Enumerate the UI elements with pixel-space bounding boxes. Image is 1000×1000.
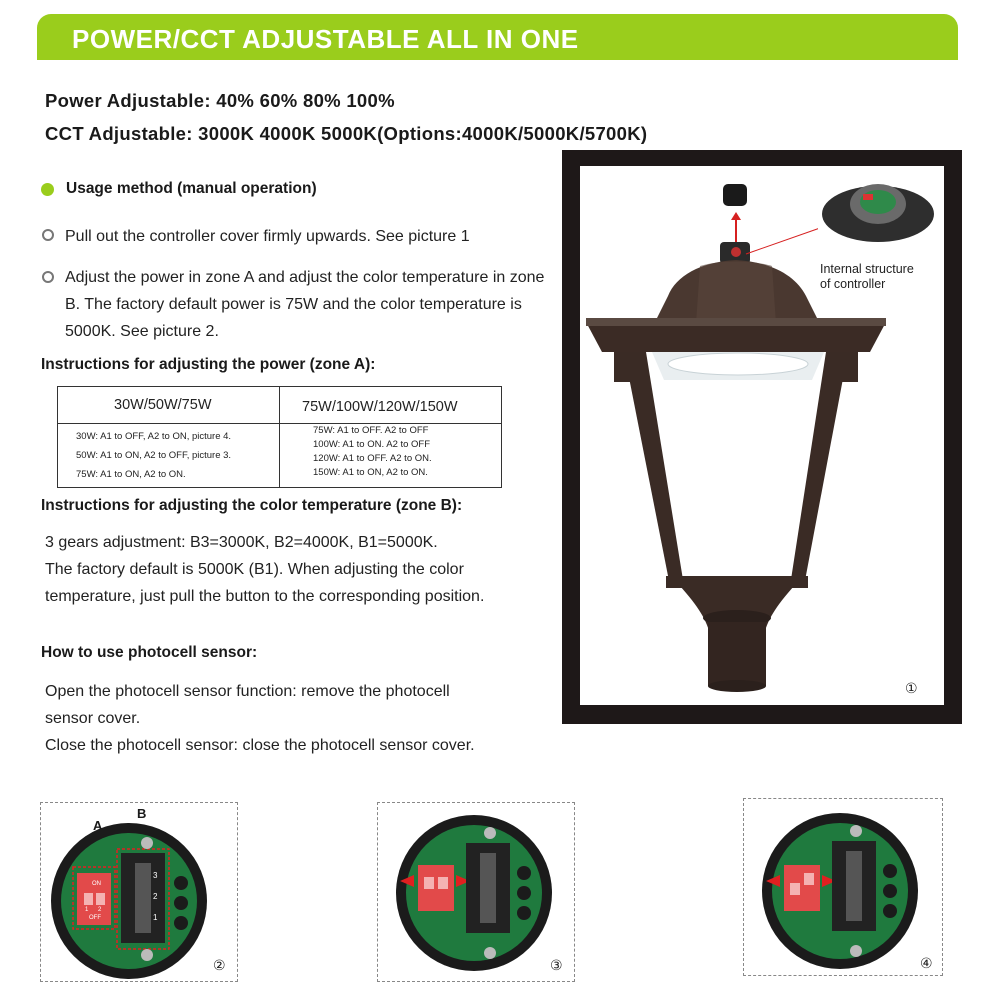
controller-board-image — [378, 803, 574, 981]
controller-board-image — [744, 799, 942, 975]
cct-line: The factory default is 5000K (B1). When adjusting the color — [45, 561, 464, 578]
cct-spec: CCT Adjustable: 3000K 4000K 5000K(Options:4000K/5000K/5700K) — [45, 123, 648, 144]
picture-3 — [377, 802, 575, 982]
photocell-line: Open the photocell sensor function: remove the photocell — [45, 683, 450, 700]
power-table-cell: 150W: A1 to ON, A2 to ON. — [313, 467, 428, 478]
power-table-header: 75W/100W/120W/150W — [302, 399, 458, 415]
ring-bullet-icon — [42, 271, 54, 283]
cct-line: temperature, just pull the button to the corresponding position. — [45, 588, 485, 605]
switch-off-label: OFF — [89, 915, 101, 921]
zone-a-label: A — [93, 818, 103, 833]
switch-num-2: 2 — [98, 907, 102, 913]
picture-number: ③ — [550, 957, 563, 973]
power-table-cell: 100W: A1 to ON. A2 to OFF — [313, 439, 431, 450]
switch-on-label: ON — [92, 881, 101, 887]
power-table-cell: 50W: A1 to ON, A2 to OFF, picture 3. — [76, 450, 232, 461]
controller-callout — [820, 262, 914, 292]
street-lamp-image — [580, 166, 944, 705]
gear-b3-label: 3 — [153, 871, 158, 880]
picture-number: ① — [905, 680, 918, 696]
zone-b-label: B — [137, 806, 147, 821]
callout-line: Internal structure — [820, 262, 914, 276]
power-section-title: Instructions for adjusting the power (zone A): — [41, 356, 376, 373]
picture-1 — [580, 166, 944, 705]
picture-4 — [743, 798, 943, 976]
usage-step-2: Adjust the power in zone A and adjust the color temperature in zone B. The factory default power is 75W and the color temperature is 5000K. See picture 2. — [65, 269, 545, 340]
picture-number: ② — [213, 957, 226, 973]
cct-section-title: Instructions for adjusting the color temperature (zone B): — [41, 497, 463, 514]
controller-board-image — [41, 803, 237, 981]
ring-bullet-icon — [42, 229, 54, 241]
cct-line: 3 gears adjustment: B3=3000K, B2=4000K, B1=5000K. — [45, 534, 438, 551]
picture-2 — [40, 802, 238, 982]
power-table-cell: 75W: A1 to ON, A2 to ON. — [76, 469, 186, 480]
photocell-line: sensor cover. — [45, 710, 141, 727]
gear-b2-label: 2 — [153, 892, 158, 901]
bullet-dot-icon — [41, 183, 54, 196]
callout-line: of controller — [820, 277, 886, 291]
photocell-line: Close the photocell sensor: close the photocell sensor cover. — [45, 737, 475, 754]
power-table-cell: 30W: A1 to OFF, A2 to ON, picture 4. — [76, 431, 232, 442]
photocell-section-title: How to use photocell sensor: — [41, 644, 258, 661]
power-spec: Power Adjustable: 40% 60% 80% 100% — [45, 90, 395, 111]
power-table-cell: 75W: A1 to OFF. A2 to OFF — [313, 425, 429, 436]
usage-step-1: Pull out the controller cover firmly upwards. See picture 1 — [65, 228, 470, 245]
usage-title: Usage method (manual operation) — [66, 180, 317, 197]
power-table — [57, 386, 502, 488]
power-table-cell: 120W: A1 to OFF. A2 to ON. — [313, 453, 432, 464]
picture-number: ④ — [920, 955, 933, 971]
power-table-header: 30W/50W/75W — [114, 397, 212, 413]
gear-b1-label: 1 — [153, 913, 158, 922]
switch-num-1: 1 — [85, 907, 89, 913]
page-title: POWER/CCT ADJUSTABLE ALL IN ONE — [72, 24, 579, 54]
